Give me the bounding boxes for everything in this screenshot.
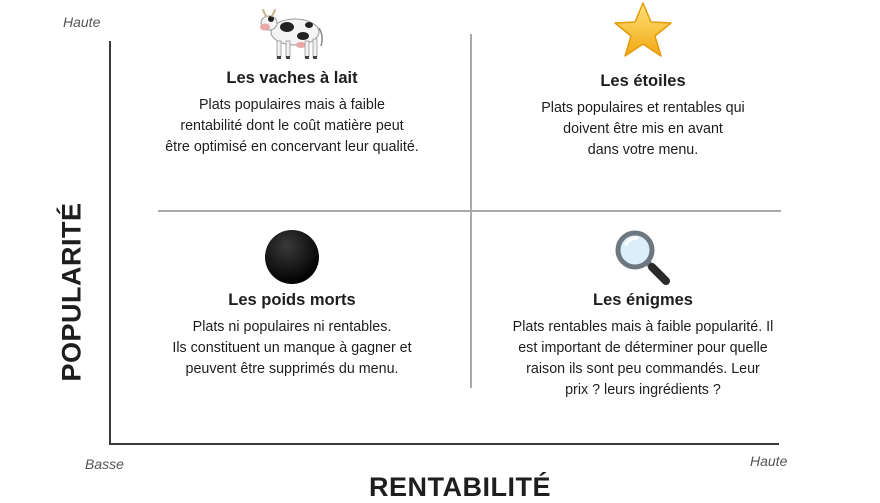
description-line: Plats populaires mais à faible: [199, 97, 385, 113]
x-axis-title: RENTABILITÉ: [369, 472, 551, 502]
origin-low-label: Basse: [85, 456, 124, 472]
description-line: Plats ni populaires ni rentables.: [192, 319, 392, 335]
description-line: dans votre menu.: [587, 142, 699, 158]
x-axis-high-label: Haute: [750, 453, 788, 469]
description-line: Ils constituent un manque à gagner et: [172, 340, 412, 356]
quadrant-description: [483, 317, 803, 401]
quadrant-title: Les étoiles: [600, 72, 686, 90]
quadrant-description: [132, 95, 452, 158]
quadrant-description: [132, 317, 452, 380]
quadrant-title: Les poids morts: [228, 291, 356, 309]
cow-icon: [257, 6, 327, 64]
description-line: Plats populaires et rentables qui: [541, 100, 745, 116]
description-line: être optimisé en concervant leur qualité.: [165, 139, 419, 155]
description-line: Plats rentables mais à faible popularité. Il: [512, 319, 774, 335]
black-circle-icon: [263, 228, 321, 286]
description-line: doivent être mis en avant: [563, 121, 723, 137]
description-line: raison ils sont peu commandés. Leur: [526, 361, 760, 377]
star-icon: [612, 0, 674, 62]
quadrant-title: Les énigmes: [593, 291, 693, 309]
magnifying-glass-icon: [612, 228, 674, 286]
quadrant-etoiles: [483, 0, 803, 161]
quadrant-enigmes: [483, 228, 803, 401]
description-line: rentabilité dont le coût matière peut: [180, 118, 404, 134]
x-axis-line: [109, 443, 779, 445]
quadrant-poids-morts: [132, 228, 452, 380]
y-axis-line: [109, 41, 111, 444]
y-axis-title: POPULARITÉ: [56, 202, 87, 382]
description-line: prix ? leurs ingrédients ?: [565, 382, 721, 398]
description-line: peuvent être supprimés du menu.: [185, 361, 399, 377]
description-line: est important de déterminer pour quelle: [518, 340, 768, 356]
y-axis-high-label: Haute: [63, 14, 101, 30]
horizontal-divider: [158, 210, 781, 212]
quadrant-title: Les vaches à lait: [226, 69, 358, 87]
quadrant-vaches-a-lait: [132, 6, 452, 158]
quadrant-description: [483, 98, 803, 161]
